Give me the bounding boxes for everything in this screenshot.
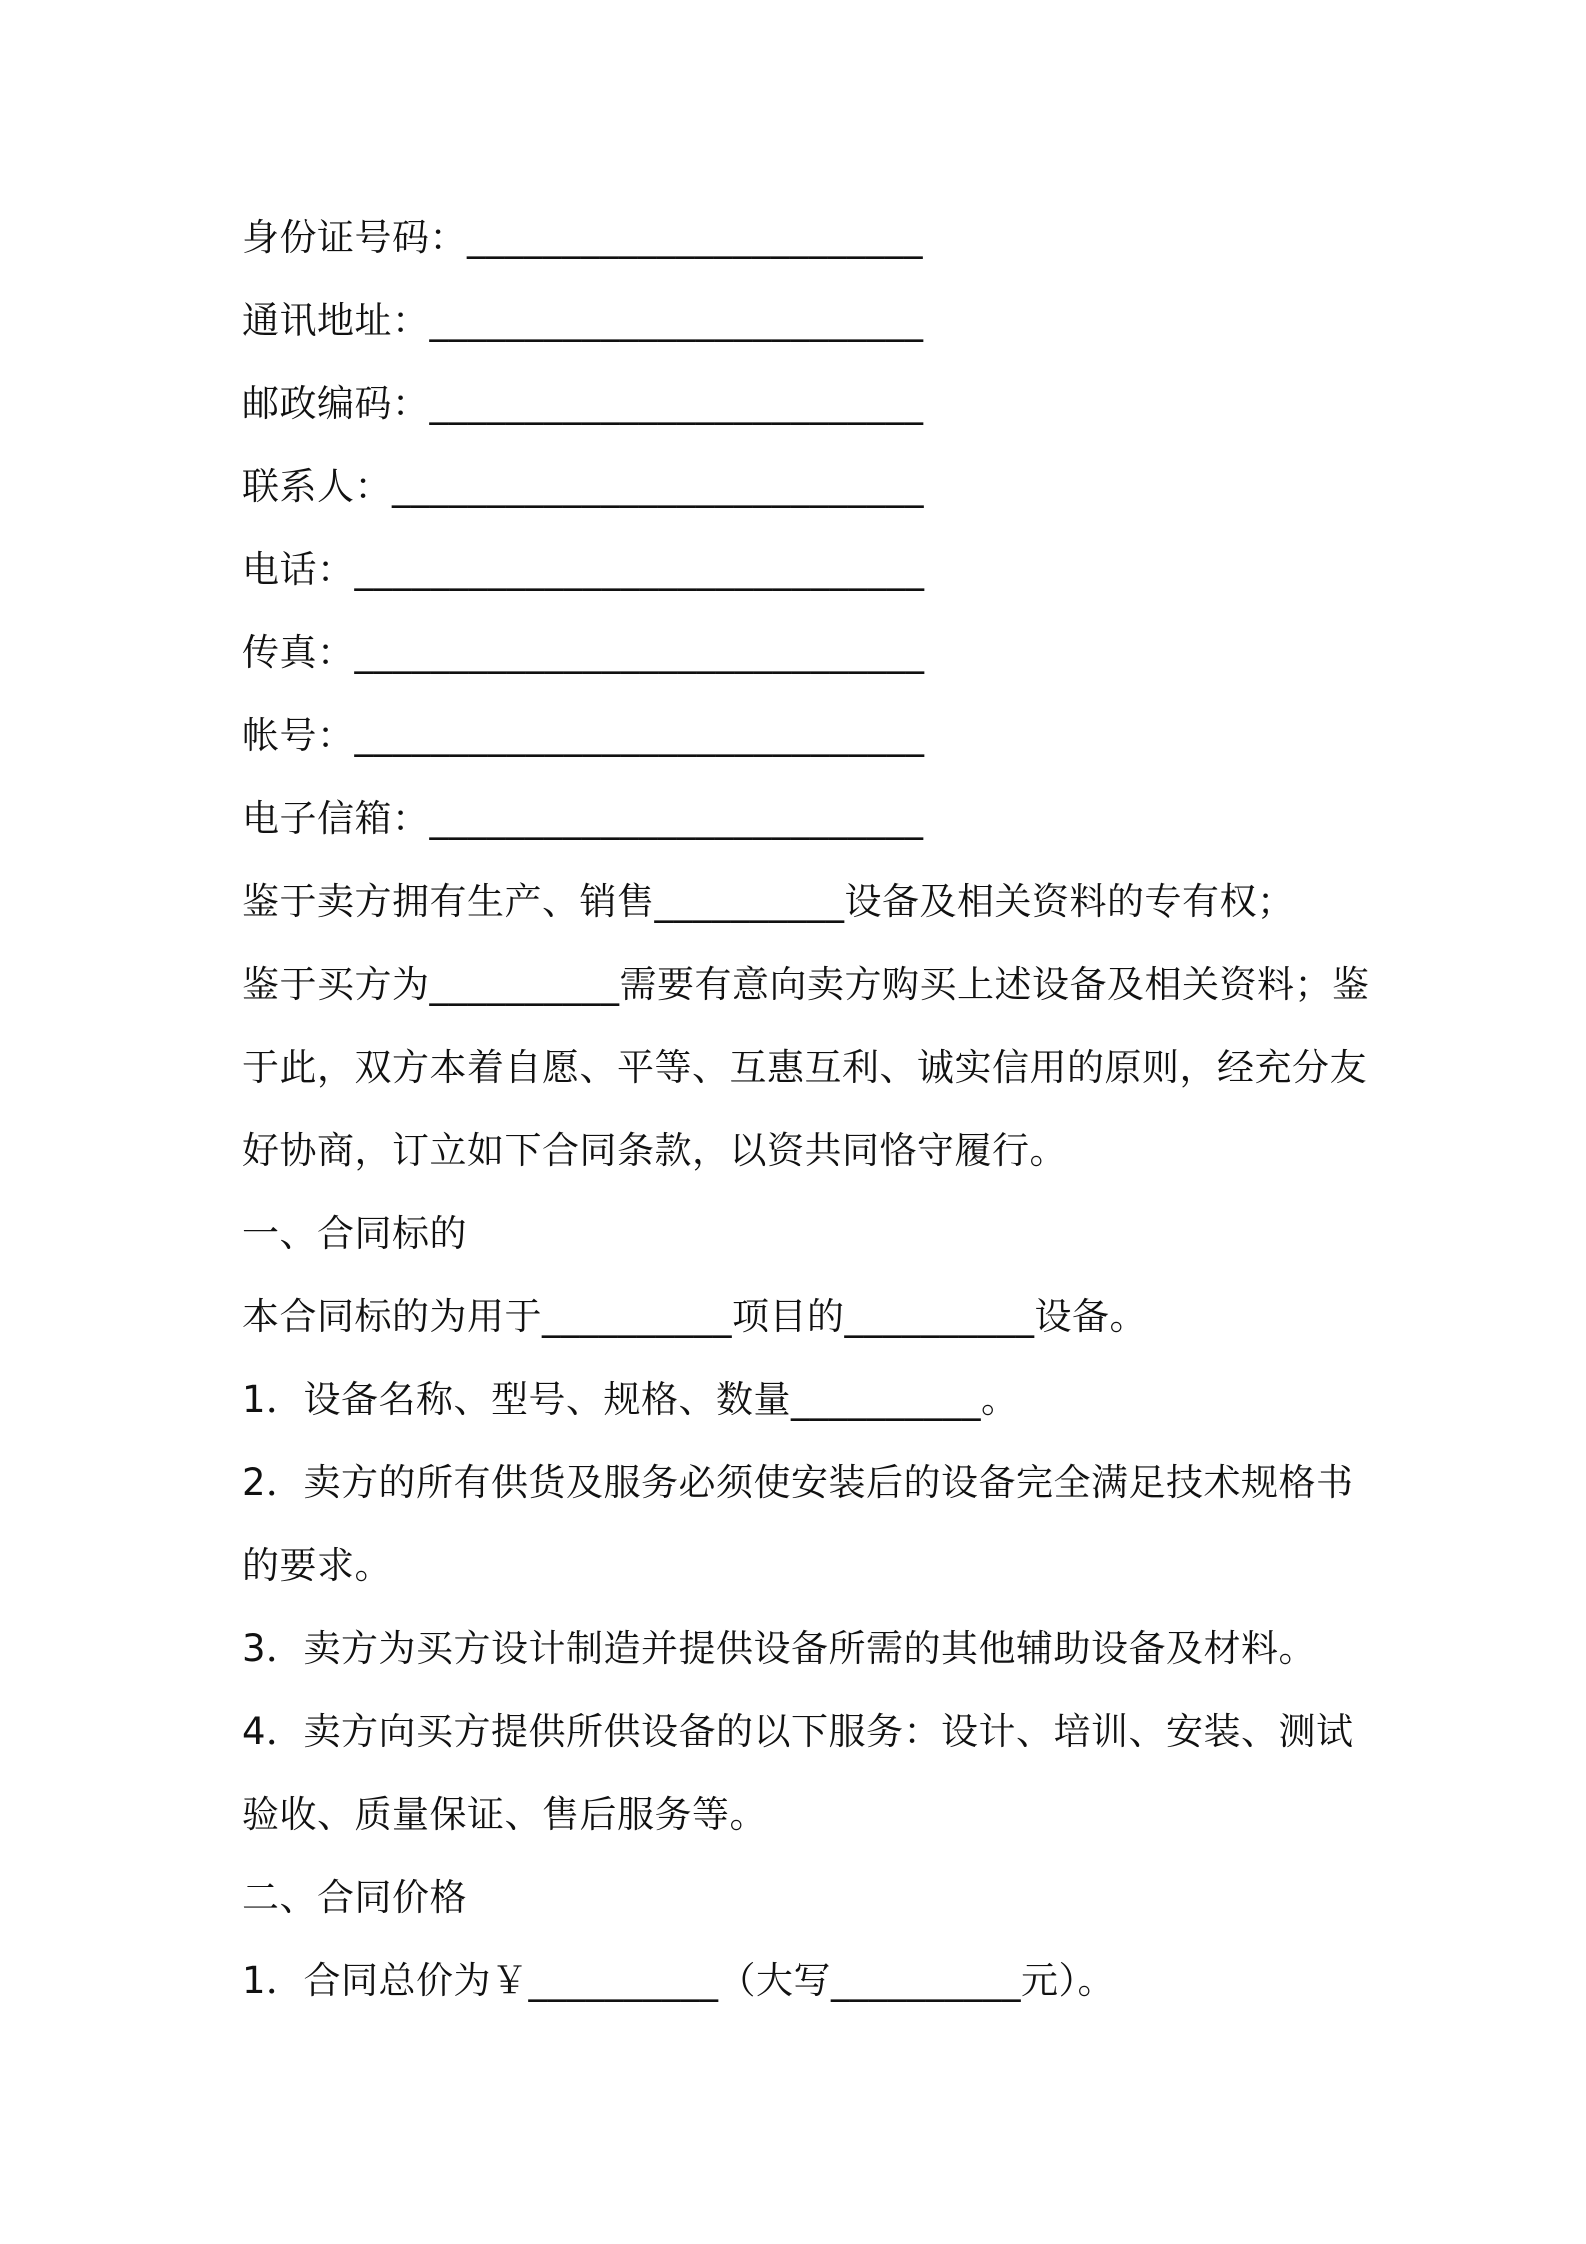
field-email: 电子信箱：__________________________ xyxy=(242,797,924,840)
field-postal-code: 邮政编码：__________________________ xyxy=(242,382,924,425)
section-2-item-1: 1．合同总价为￥__________（大写__________元）。 xyxy=(242,1959,1116,2002)
recital-buyer-line-2: 于此，双方本着自愿、平等、互惠互利、诚实信用的原则，经充分友 xyxy=(242,1046,1367,1089)
field-contact-person: 联系人：____________________________ xyxy=(242,465,924,508)
section-1-item-4-line-2: 验收、质量保证、售后服务等。 xyxy=(242,1793,767,1836)
section-1-item-1: 1．设备名称、型号、规格、数量__________。 xyxy=(242,1378,1019,1421)
section-1-intro: 本合同标的为用于__________项目的__________设备。 xyxy=(242,1295,1147,1338)
section-2-heading: 二、合同价格 xyxy=(242,1876,467,1919)
field-fax: 传真：______________________________ xyxy=(242,631,925,674)
contract-text xyxy=(242,196,1370,2022)
recital-buyer-line-3: 好协商，订立如下合同条款，以资共同恪守履行。 xyxy=(242,1129,1067,1172)
section-1-item-4-line-1: 4．卖方向买方提供所供设备的以下服务：设计、培训、安装、测试 xyxy=(242,1710,1354,1753)
section-1-item-2-line-1: 2．卖方的所有供货及服务必须使安装后的设备完全满足技术规格书 xyxy=(242,1461,1354,1504)
section-1-item-2-line-2: 的要求。 xyxy=(242,1544,392,1587)
section-1-item-3: 3．卖方为买方设计制造并提供设备所需的其他辅助设备及材料。 xyxy=(242,1627,1317,1670)
recital-buyer-line-1: 鉴于买方为__________需要有意向卖方购买上述设备及相关资料；鉴 xyxy=(242,963,1370,1006)
field-phone: 电话：______________________________ xyxy=(242,548,925,591)
field-id-number: 身份证号码：________________________ xyxy=(242,216,923,259)
field-account: 帐号：______________________________ xyxy=(242,714,925,757)
section-1-heading: 一、合同标的 xyxy=(242,1212,467,1255)
field-mailing-address: 通讯地址：__________________________ xyxy=(242,299,924,342)
recital-seller: 鉴于卖方拥有生产、销售__________设备及相关资料的专有权； xyxy=(242,880,1295,923)
